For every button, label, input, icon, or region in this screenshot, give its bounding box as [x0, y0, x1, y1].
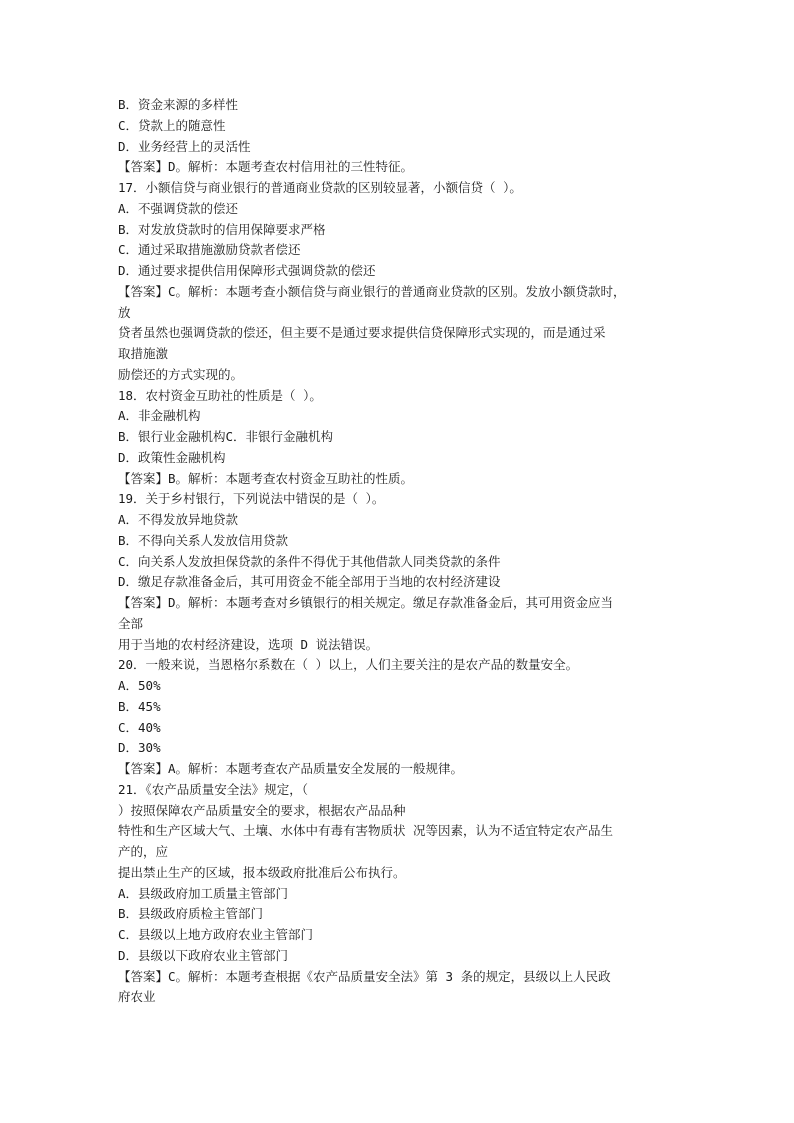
option-line: A．非金融机构: [118, 408, 201, 424]
answer-line: 【答案】D。解析：本题考查对乡镇银行的相关规定。缴足存款准备金后，其可用资金应当: [118, 595, 614, 610]
answer-line: 【答案】D。解析：本题考查农村信用社的三性特征。: [118, 159, 414, 175]
option-line: B．对发放贷款时的信用保障要求严格: [118, 221, 326, 237]
question-continuation: 产的，应: [118, 844, 169, 859]
option-line: D．业务经营上的灵活性: [118, 138, 251, 154]
option-line: D．30%: [118, 740, 161, 756]
question-20: 20．一般来说，当恩格尔系数在（ ）以上，人们主要关注的是农产品的数量安全。: [118, 657, 579, 673]
answer-continuation: 取措施激: [118, 346, 169, 361]
document-body: [118, 95, 678, 1008]
answer-continuation: 贷者虽然也强调贷款的偿还，但主要不是通过要求提供信贷保障形式实现的，而是通过采: [118, 325, 606, 341]
answer-line: 【答案】A。解析：本题考查农产品质量安全发展的一般规律。: [118, 761, 464, 776]
option-line: D．政策性金融机构: [118, 449, 226, 465]
option-line: A．不得发放异地贷款: [118, 512, 239, 527]
option-line: B．45%: [118, 698, 161, 714]
question-21: 21．《农产品质量安全法》规定，（: [118, 781, 309, 797]
question-18: 18．农村资金互助社的性质是（ ）。: [118, 387, 322, 403]
answer-continuation: 放: [118, 304, 131, 320]
question-19: 19．关于乡村银行，下列说法中错误的是（ ）。: [118, 491, 385, 507]
option-line: B．不得向关系人发放信用贷款: [118, 532, 289, 548]
option-line: A．不强调贷款的偿还: [118, 200, 239, 216]
question-continuation: ）按照保障农产品质量安全的要求，根据农产品品种: [118, 802, 406, 818]
answer-line: 【答案】B。解析：本题考查农村资金互助社的性质。: [118, 470, 414, 486]
answer-continuation: 励偿还的方式实现的。: [118, 366, 244, 382]
option-line: C．贷款上的随意性: [118, 117, 226, 133]
question-continuation: 特性和生产区域大气、土壤、水体中有毒有害物质状 况等因素，认为不适宜特定农产品生: [118, 823, 614, 839]
option-line: A．50%: [118, 678, 161, 693]
option-line: B．县级政府质检主管部门: [118, 906, 264, 922]
option-line: C．通过采取措施激励贷款者偿还: [118, 242, 301, 258]
question-17: 17．小额信贷与商业银行的普通商业贷款的区别较显著，小额信贷（ ）。: [118, 180, 522, 195]
answer-line: 【答案】C。解析：本题考查根据《农产品质量安全法》第 3 条的规定，县级以上人民政: [118, 968, 611, 984]
question-continuation: 提出禁止生产的区域，报本级政府批准后公布执行。: [118, 864, 406, 880]
option-line: D．通过要求提供信用保障形式强调贷款的偿还: [118, 263, 376, 278]
option-line: B．银行业金融机构C．非银行金融机构: [118, 429, 334, 444]
answer-continuation: 用于当地的农村经济建设，选项 D 说法错误。: [118, 636, 379, 652]
option-line: C．40%: [118, 719, 161, 735]
option-line: A．县级政府加工质量主管部门: [118, 885, 289, 901]
answer-continuation: 全部: [118, 615, 144, 631]
answer-continuation: 府农业: [118, 989, 156, 1005]
option-line: C．向关系人发放担保贷款的条件不得优于其他借款人同类贷款的条件: [118, 553, 501, 569]
option-line: B．资金来源的多样性: [118, 97, 239, 112]
option-line: D．缴足存款准备金后，其可用资金不能全部用于当地的农村经济建设: [118, 574, 501, 590]
answer-line: 【答案】C。解析：本题考查小额信贷与商业银行的普通商业贷款的区别。发放小额贷款时，: [118, 283, 626, 299]
option-line: D．县级以下政府农业主管部门: [118, 947, 289, 963]
option-line: C．县级以上地方政府农业主管部门: [118, 927, 314, 942]
